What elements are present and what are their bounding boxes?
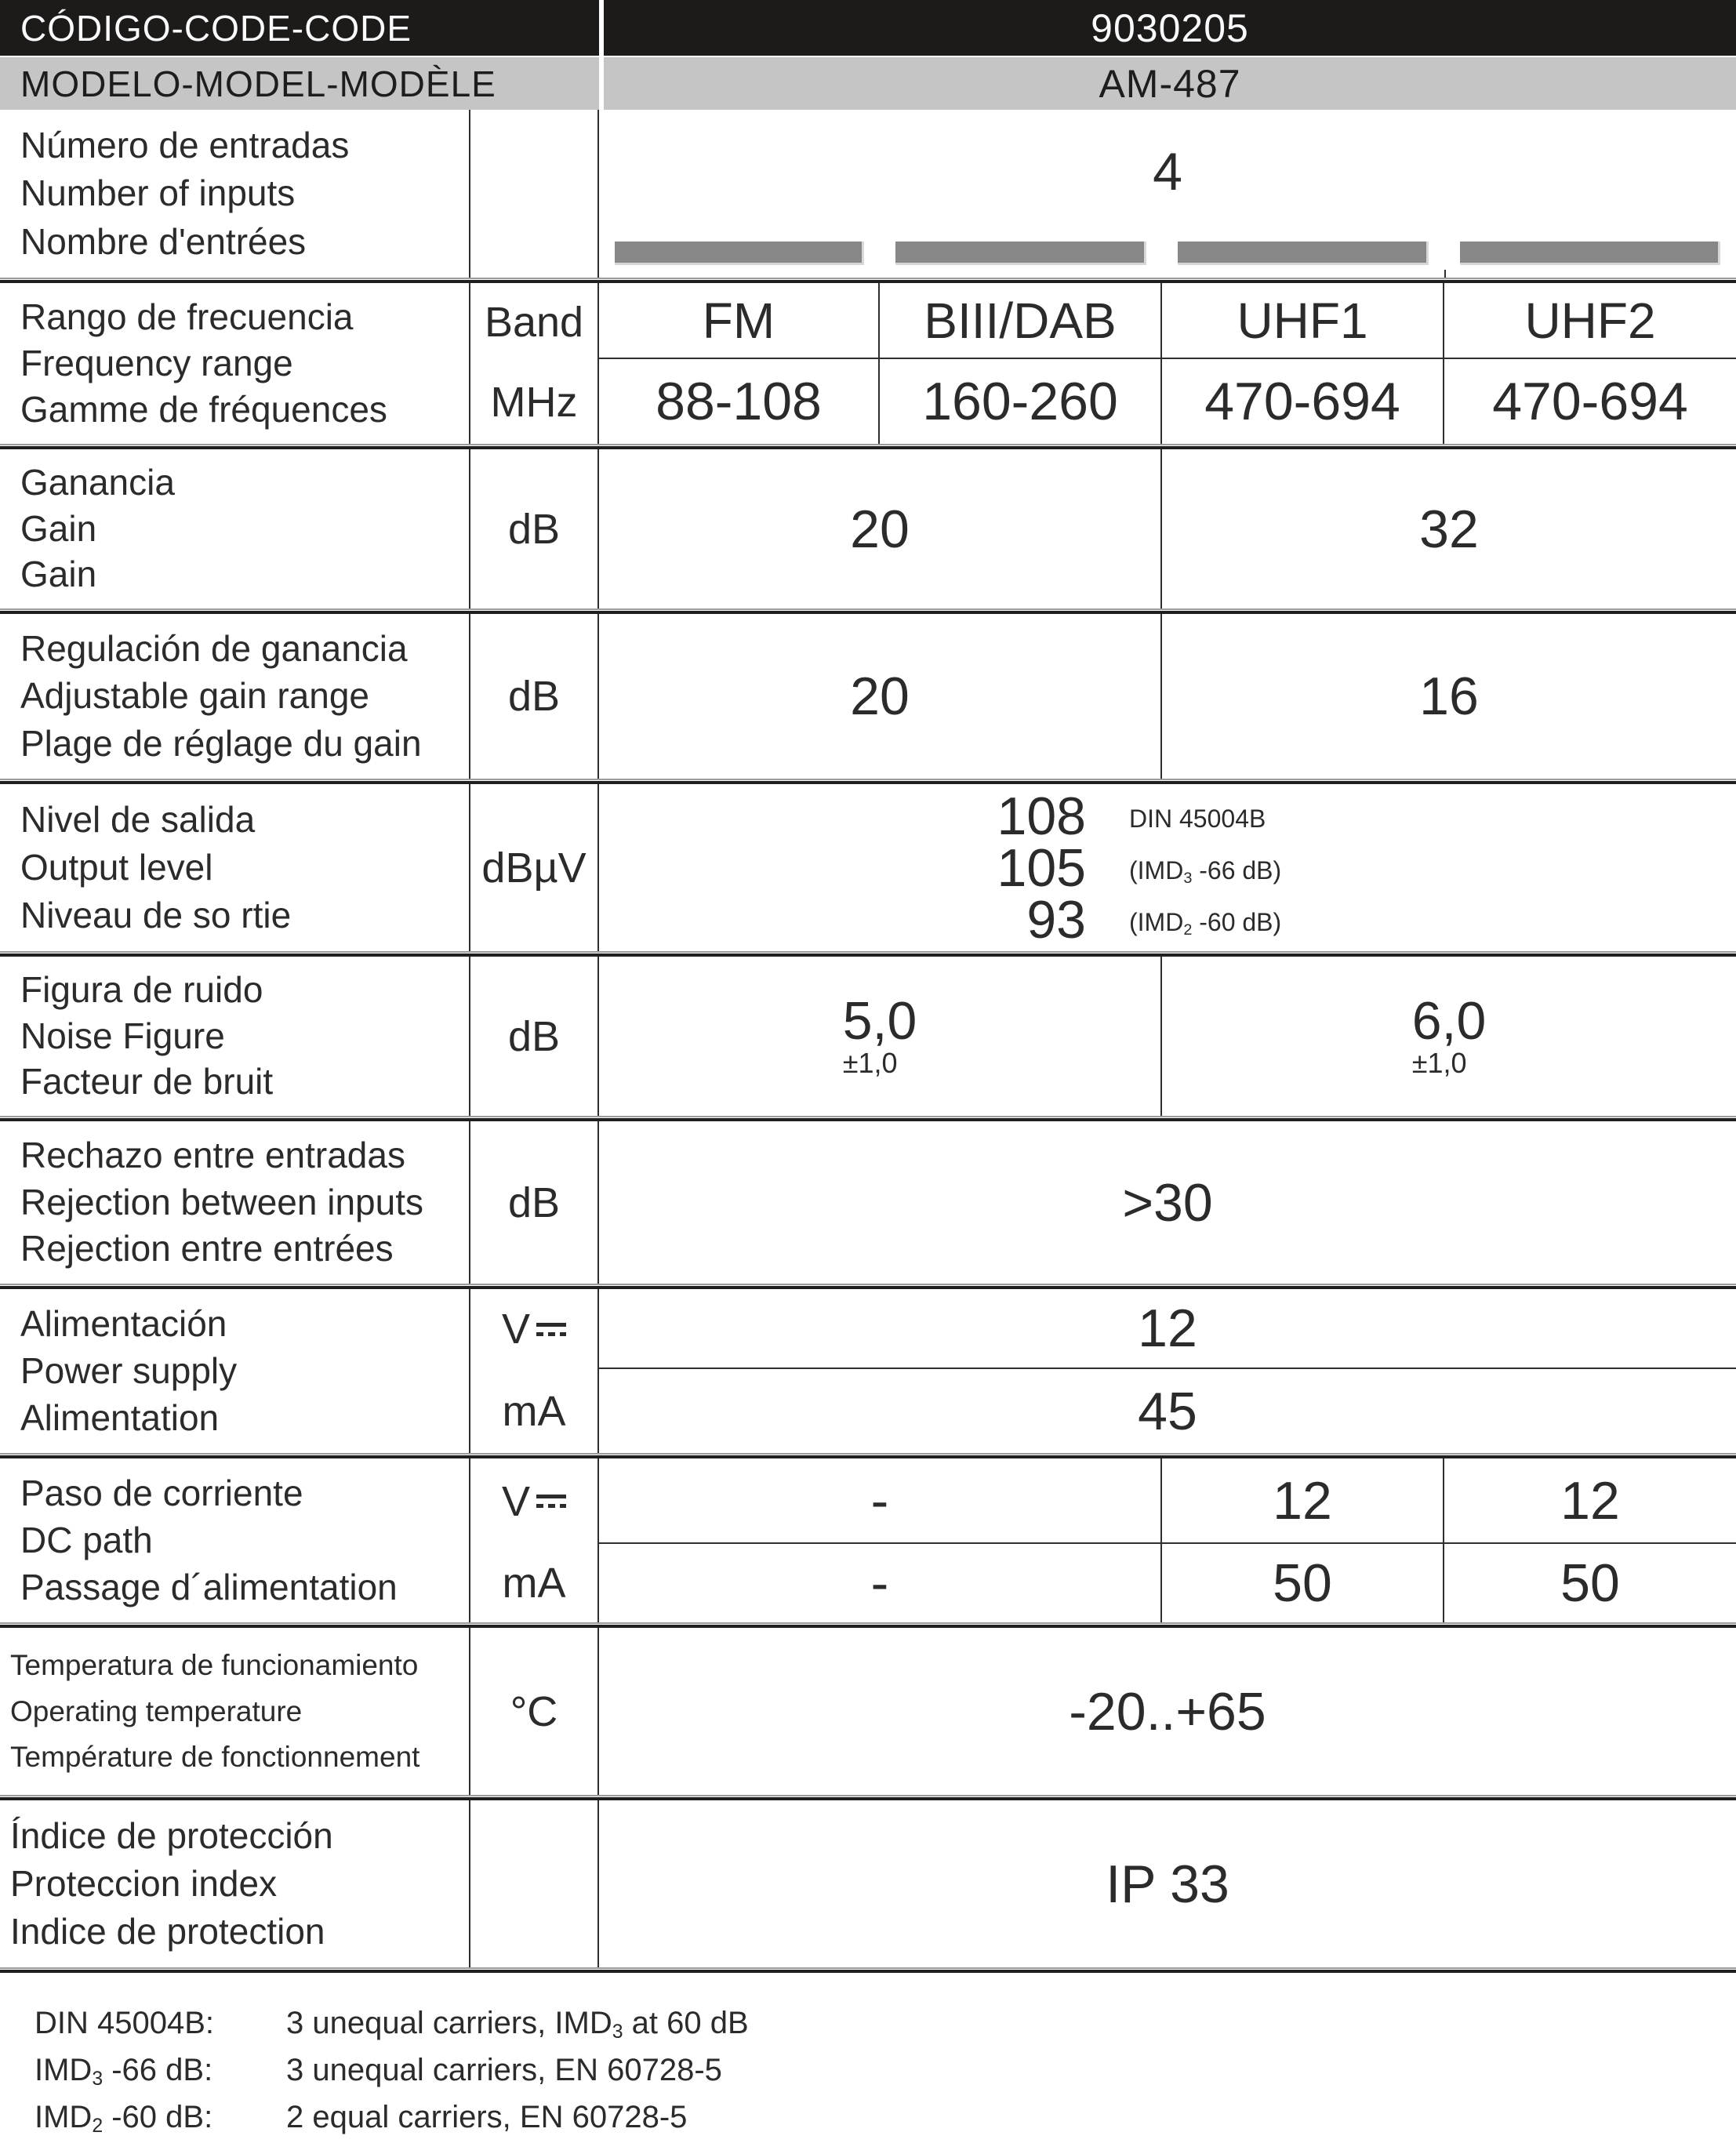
noise-value-uhf	[1162, 957, 1736, 1116]
label-fr: Température de fonctionnement	[10, 1741, 420, 1774]
code-label: CÓDIGO-CODE-CODE	[0, 0, 599, 56]
row-rejection	[0, 1121, 1736, 1284]
footnotes	[35, 2004, 1736, 2143]
band-range: 470-694	[1492, 372, 1688, 431]
power-voltage-value: 12	[599, 1289, 1736, 1369]
bar-cell-biii	[880, 242, 1162, 265]
dc-v-uhf1: 12	[1162, 1458, 1444, 1542]
label-es: Regulación de ganancia	[20, 627, 408, 669]
adjustable-gain-value-vhf: 20	[599, 614, 1162, 779]
label-en: Noise Figure	[20, 1015, 225, 1056]
horizontal-rule	[0, 1284, 1736, 1289]
band-name: BIII/DAB	[880, 283, 1160, 359]
label-en: Adjustable gain range	[20, 675, 369, 717]
note-text: -66 dB)	[1192, 855, 1282, 884]
row-gain	[0, 449, 1736, 608]
label-en: Gain	[20, 507, 97, 549]
input-connector-bars	[599, 242, 1736, 265]
unit-milliamps: mA	[502, 1560, 566, 1607]
label-fr: Nombre d'entrées	[20, 220, 307, 262]
label-es: Paso de corriente	[20, 1472, 303, 1513]
unit-v-text: V	[501, 1477, 531, 1525]
code-value: 9030205	[604, 0, 1736, 56]
frequency-values	[599, 283, 1736, 444]
rejection-labels	[0, 1121, 470, 1284]
footnote-imd3	[35, 2051, 1736, 2098]
band-column-uhf1	[1162, 283, 1444, 444]
horizontal-rule	[0, 951, 1736, 957]
dc-v-vhf: -	[599, 1458, 1162, 1542]
label-es: Ganancia	[20, 462, 175, 503]
desc-text: 3 unequal carriers, EN 60728-5	[286, 2053, 722, 2088]
dc-current-icon	[536, 1495, 566, 1508]
noise-tolerance: ±1,0	[1411, 1046, 1467, 1079]
noise-block	[842, 990, 917, 1079]
term-subscript: 3	[92, 2069, 104, 2090]
dc-ma-uhf1: 50	[1162, 1544, 1444, 1622]
label-es: Figura de ruido	[20, 969, 263, 1011]
label-es: Número de entradas	[20, 124, 350, 165]
band-range: 88-108	[656, 372, 822, 431]
horizontal-rule	[0, 608, 1736, 614]
row-noise-figure	[0, 957, 1736, 1116]
band-name: UHF2	[1444, 283, 1736, 359]
frequency-labels	[0, 283, 470, 444]
label-fr: Plage de réglage du gain	[20, 722, 422, 764]
adjustable-gain-labels	[0, 614, 470, 779]
footnote-din	[35, 2004, 1736, 2051]
output-value: 105	[997, 837, 1086, 898]
desc-subscript: 3	[612, 2021, 623, 2043]
term-text: IMD	[35, 2100, 93, 2135]
unit-volts-dc	[470, 1289, 597, 1369]
label-es: Rango de frecuencia	[20, 296, 354, 337]
dc-v-uhf2: 12	[1560, 1470, 1620, 1531]
horizontal-rule	[0, 278, 1736, 283]
label-fr: Passage d´alimentation	[20, 1566, 398, 1607]
inputs-labels	[0, 110, 470, 278]
unit-v-text: V	[501, 1306, 531, 1353]
uhf-column-divider-tick	[1444, 270, 1446, 278]
row-frequency-range	[0, 283, 1736, 444]
model-value: AM-487	[604, 57, 1736, 110]
gain-labels	[0, 449, 470, 608]
inputs-unit-empty	[470, 110, 599, 278]
output-note	[1129, 805, 1736, 836]
label-en: Number of inputs	[20, 173, 296, 214]
horizontal-rule	[0, 779, 1736, 784]
model-label: MODELO-MODEL-MODÈLE	[0, 57, 599, 110]
horizontal-rule	[0, 1622, 1736, 1628]
code-header-row	[0, 0, 1736, 56]
footnote-term	[35, 2051, 286, 2098]
dc-path-values	[599, 1458, 1736, 1622]
term-text: -60 dB:	[103, 2100, 213, 2135]
frequency-units	[470, 283, 599, 444]
power-labels	[0, 1289, 470, 1453]
model-header-row	[0, 57, 1736, 110]
term-subscript: 2	[92, 2116, 104, 2138]
unit-volts-dc	[470, 1458, 597, 1544]
desc-text: 2 equal carriers, EN 60728-5	[286, 2100, 688, 2135]
label-en: Frequency range	[20, 342, 293, 383]
horizontal-rule	[0, 1795, 1736, 1800]
term-text: :	[205, 2006, 215, 2040]
footnote-term	[35, 2098, 286, 2143]
output-value: 108	[997, 786, 1086, 846]
power-current-value: 45	[1138, 1381, 1197, 1441]
band-column-biii-dab	[880, 283, 1162, 444]
power-units	[470, 1289, 599, 1453]
noise-labels	[0, 957, 470, 1116]
input-bar-icon	[1460, 242, 1720, 265]
power-values	[599, 1289, 1736, 1453]
horizontal-rule	[0, 1116, 1736, 1121]
gain-value-vhf: 20	[599, 449, 1162, 608]
label-fr: Alimentation	[20, 1397, 220, 1438]
protection-labels	[0, 1800, 470, 1967]
bar-cell-uhf1	[1162, 242, 1444, 265]
note-text: (IMD	[1129, 855, 1184, 884]
row-number-of-inputs	[0, 110, 1736, 278]
rejection-value: >30	[1122, 1172, 1213, 1233]
noise-value-vhf	[599, 957, 1162, 1116]
output-value: 93	[1026, 889, 1086, 950]
label-en: Proteccion index	[10, 1862, 278, 1904]
label-fr: Indice de protection	[10, 1910, 325, 1952]
row-output-level	[0, 784, 1736, 951]
horizontal-rule	[0, 1453, 1736, 1458]
row-adjustable-gain	[0, 614, 1736, 779]
note-text: DIN 45004B	[1129, 804, 1266, 833]
unit-milliamps: mA	[502, 1387, 566, 1435]
bar-cell-fm	[599, 242, 880, 265]
output-level-labels	[0, 784, 470, 951]
input-bar-icon	[615, 242, 864, 265]
noise-unit: dB	[470, 957, 599, 1116]
dc-path-units	[470, 1458, 599, 1622]
inputs-value-cell	[599, 110, 1736, 278]
label-en: Operating temperature	[10, 1694, 303, 1727]
desc-text: at 60 dB	[623, 2006, 749, 2040]
band-name: FM	[599, 283, 878, 359]
output-note	[1129, 856, 1736, 888]
label-en: Output level	[20, 846, 213, 888]
dc-current-icon	[536, 1323, 566, 1336]
unit-mhz: MHz	[490, 379, 578, 426]
output-level-unit: dBµV	[470, 784, 599, 951]
adjustable-gain-value-uhf: 16	[1419, 667, 1479, 726]
noise-block	[1411, 990, 1487, 1079]
rejection-unit: dB	[470, 1121, 599, 1284]
footnote-term	[35, 2004, 286, 2051]
gain-value-uhf: 32	[1419, 499, 1479, 559]
label-fr: Niveau de so rtie	[20, 894, 292, 935]
band-range: 160-260	[922, 372, 1118, 431]
label-fr: Rejection entre entrées	[20, 1228, 394, 1269]
dc-path-current-row	[599, 1544, 1736, 1622]
label-fr: Gamme de fréquences	[20, 388, 387, 430]
band-range: 470-694	[1204, 372, 1400, 431]
label-fr: Facteur de bruit	[20, 1061, 274, 1102]
footnote-desc	[286, 2051, 1736, 2098]
noise-value: 6,0	[1411, 990, 1487, 1051]
note-text: (IMD	[1129, 907, 1184, 936]
band-column-uhf2	[1444, 283, 1736, 444]
dc-path-labels	[0, 1458, 470, 1622]
unit-band: Band	[484, 298, 584, 346]
protection-unit-empty	[470, 1800, 599, 1967]
note-subscript: 2	[1183, 921, 1193, 939]
footnote-desc	[286, 2098, 1736, 2143]
label-es: Alimentación	[20, 1302, 227, 1344]
band-column-fm	[599, 283, 880, 444]
dc-ma-uhf2: 50	[1560, 1553, 1620, 1613]
horizontal-rule	[0, 444, 1736, 449]
label-es: Rechazo entre entradas	[20, 1135, 405, 1176]
footnote-desc	[286, 2004, 1736, 2051]
temperature-labels	[0, 1628, 470, 1795]
horizontal-rule	[0, 1967, 1736, 1973]
dc-ma-vhf: -	[599, 1544, 1162, 1622]
term-text: IMD	[35, 2053, 93, 2088]
label-fr: Gain	[20, 554, 97, 595]
bar-cell-uhf2	[1444, 242, 1736, 265]
band-name: UHF1	[1162, 283, 1443, 359]
term-text: DIN 45004B	[35, 2006, 205, 2040]
noise-tolerance: ±1,0	[842, 1046, 898, 1079]
noise-value: 5,0	[842, 990, 917, 1051]
protection-value: IP 33	[1106, 1854, 1229, 1914]
row-dc-path	[0, 1458, 1736, 1622]
temperature-value: -20..+65	[1069, 1681, 1266, 1742]
adjustable-gain-unit: dB	[470, 614, 599, 779]
note-text: -60 dB)	[1192, 907, 1282, 936]
gain-unit: dB	[470, 449, 599, 608]
row-operating-temperature	[0, 1628, 1736, 1795]
dc-path-voltage-row	[599, 1458, 1736, 1544]
label-es: Temperatura de funcionamiento	[10, 1649, 419, 1682]
term-text: -66 dB:	[103, 2053, 213, 2088]
row-power-supply	[0, 1289, 1736, 1453]
label-en: Rejection between inputs	[20, 1181, 423, 1222]
label-es: Nivel de salida	[20, 798, 256, 840]
note-subscript: 3	[1183, 869, 1193, 887]
input-bar-icon	[895, 242, 1146, 265]
label-en: Power supply	[20, 1349, 238, 1391]
input-bar-icon	[1178, 242, 1429, 265]
footnote-imd2	[35, 2098, 1736, 2143]
desc-text: 3 unequal carriers, IMD	[286, 2006, 612, 2040]
output-level-values	[599, 784, 1736, 951]
inputs-value: 4	[1153, 142, 1182, 202]
label-en: DC path	[20, 1519, 153, 1560]
row-protection-index	[0, 1800, 1736, 1967]
label-es: Índice de protección	[10, 1814, 333, 1856]
temperature-unit: °C	[470, 1628, 599, 1795]
output-note	[1129, 908, 1736, 939]
